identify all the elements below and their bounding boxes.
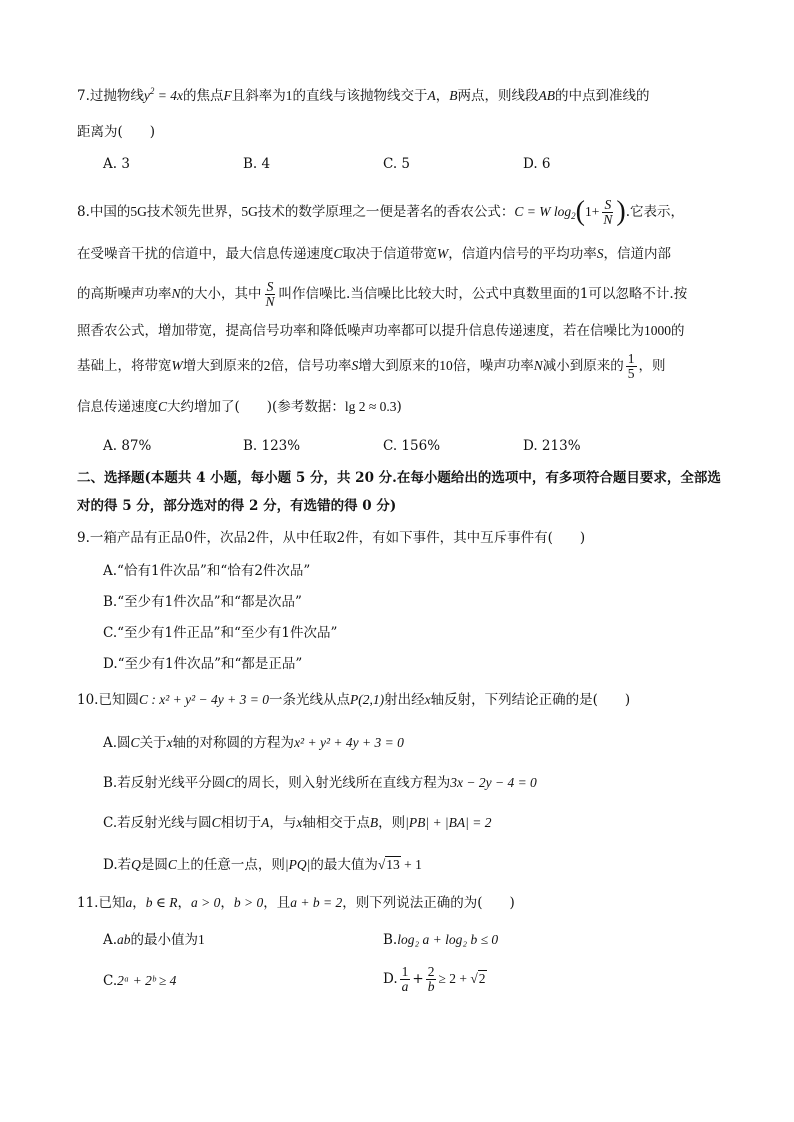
- q11-option-c: C.2ᵃ + 2ᵇ ≥ 4: [103, 973, 177, 989]
- q10-option-d: D.若Q是圆C上的任意一点，则|PQ|的最大值为√13 + 1: [103, 857, 422, 873]
- q8-option-c: C. 156%: [383, 438, 441, 454]
- q11-option-b: B.log₂ a + log₂ b ≤ 0: [383, 932, 499, 948]
- q7-parabola-equation: $y^2 = 4x$: [143, 86, 183, 103]
- q7-line1: 7.过抛物线$y^2 = 4x$的焦点F且斜率为1的直线与该抛物线交于A，B两点，则线段AB的中点到准线的: [77, 86, 650, 104]
- q11-option-a: A.ab的最小值为1: [103, 932, 205, 948]
- q8-option-d: D. 213%: [523, 438, 581, 454]
- q9-option-b: B.“至少有1件次品”和“都是次品”: [103, 594, 302, 610]
- q8-line6: 信息传递速度C大约增加了( )(参考数据：lg 2 ≈ 0.3): [77, 399, 402, 415]
- q7-option-b: B. 4: [243, 156, 271, 172]
- q8-line4: 照香农公式，增加带宽，提高信号功率和降低噪声功率都可以提升信息传递速度，若在信噪比为1000的: [77, 323, 685, 339]
- q11-stem: 11.已知a，b ∈ R，a > 0，b > 0，且a + b = 2，则下列说法正确的为( ): [77, 895, 515, 911]
- q7-option-d: D. 6: [523, 156, 551, 172]
- section2-heading: 二、选择题(本题共 4 小题，每小题 5 分，共 20 分.在每小题给出的选项中，有多项符合题目要求，全部选: [77, 470, 721, 486]
- q8-line2: 在受噪音干扰的信道中，最大信息传递速度C取决于信道带宽W，信道内信号的平均功率S，信道内部: [77, 246, 672, 262]
- q8-option-b: B. 123%: [243, 438, 301, 454]
- q9-option-c: C.“至少有1件正品”和“至少有1件次品”: [103, 625, 338, 641]
- q8-line1: 8.中国的5G技术领先世界，5G技术的数学原理之一便是著名的香农公式：C = W $\log_2(1+$ $\frac{S}{N}$ ).它表示，: [77, 196, 684, 228]
- q7-option-c: C. 5: [383, 156, 411, 172]
- section2-heading-cont: 对的得 5 分，部分选对的得 2 分，有选错的得 0 分): [77, 498, 397, 514]
- q10-stem: 10.已知圆C : x² + y² − 4y + 3 = 0一条光线从点P(2,1)射出经x轴反射，下列结论正确的是( ): [77, 692, 631, 708]
- q7-option-a: A. 3: [103, 156, 130, 172]
- q7-line2: 距离为( ): [77, 124, 156, 140]
- q8-line3: 的高斯噪声功率N的大小，其中 $\frac{S}{N}$ 叫作信噪比.当信噪比比较大时，公式中真数里面的1可以忽略不计.按: [77, 279, 688, 310]
- snr-fraction: $\frac{S}{N}$: [265, 279, 275, 310]
- one-fifth-fraction: $\frac{1}{5}$: [627, 351, 635, 382]
- q11-option-d: D. $\frac{1}{a}$ + $\frac{2}{b}$ ≥ 2 + √2: [383, 964, 486, 995]
- q10-option-c: C.若反射光线与圆C相切于A，与x轴相交于点B，则|PB| + |BA| = 2: [103, 815, 492, 831]
- q9-stem: 9.一箱产品有正品0件，次品2件，从中任取2件，有如下事件，其中互斥事件有( ): [77, 530, 586, 546]
- q10-option-b: B.若反射光线平分圆C的周长，则入射光线所在直线方程为3x − 2y − 4 = 0: [103, 775, 537, 791]
- q10-option-a: A.圆C关于x轴的对称圆的方程为x² + y² + 4y + 3 = 0: [103, 735, 404, 751]
- q8-line5: 基础上，将带宽W增大到原来的2倍，信号功率S增大到原来的10倍，噪声功率N减小到原来的 $\frac{1}{5}$ ，则: [77, 351, 666, 382]
- q9-option-a: A.“恰有1件次品”和“恰有2件次品”: [103, 563, 311, 579]
- q7-number: 7.过抛物线: [77, 88, 144, 104]
- shannon-formula: C = W $\log_2$: [514, 204, 576, 222]
- q9-option-d: D.“至少有1件次品”和“都是正品”: [103, 656, 303, 672]
- circle-equation: C : x² + y² − 4y + 3 = 0: [138, 692, 269, 707]
- signal-noise-fraction: $\frac{S}{N}$: [603, 197, 613, 228]
- q8-option-a: A. 87%: [103, 438, 152, 454]
